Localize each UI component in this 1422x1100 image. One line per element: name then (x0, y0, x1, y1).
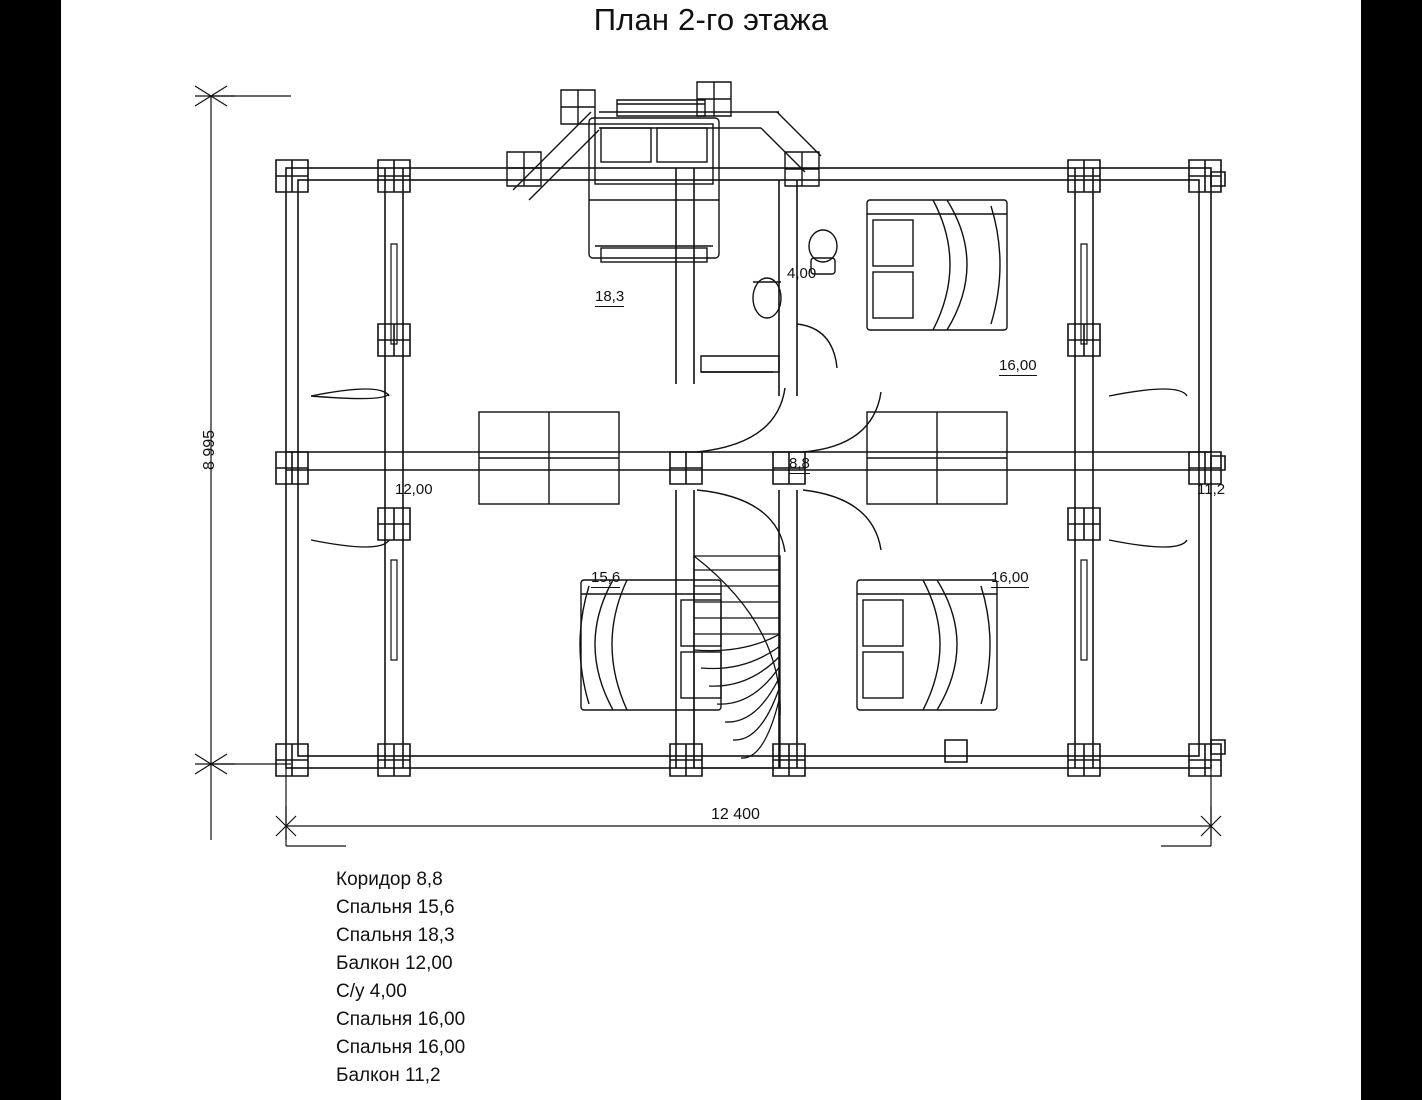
legend-item-corridor: Коридор 8,8 (336, 869, 443, 890)
room-legend (336, 866, 465, 1090)
room-label-bath-4-00: 4,00 (787, 265, 817, 282)
legend-item-bedroom-15-6: Спальня 15,6 (336, 897, 455, 918)
overall-height-dimension: 8 995 (201, 429, 218, 470)
room-label-balcony-12-00: 12,00 (395, 481, 433, 498)
room-label-balcony-11-2: 11,2 (1197, 481, 1226, 498)
floor-plan-drawing (61, 0, 1361, 1100)
overall-width-dimension: 12 400 (711, 806, 760, 823)
legend-item-balcony-12-00: Балкон 12,00 (336, 953, 453, 974)
legend-item-bedroom-18-3: Спальня 18,3 (336, 925, 455, 946)
legend-item-bedroom-16-00-b: Спальня 16,00 (336, 1037, 466, 1058)
floor-plan-sheet (61, 0, 1361, 1100)
room-label-18-3: 18,3 (595, 288, 625, 305)
page-title: План 2-го этажа (593, 2, 829, 37)
room-label-bedroom-16-00-bottom: 16,00 (991, 569, 1029, 586)
legend-item-balcony-11-2: Балкон 11,2 (336, 1065, 441, 1086)
room-label-bedroom-15-6: 15,6 (591, 569, 621, 586)
room-label-bedroom-16-00-top: 16,00 (999, 357, 1037, 374)
legend-item-bedroom-16-00-a: Спальня 16,00 (336, 1009, 466, 1030)
legend-item-bathroom: С/у 4,00 (336, 981, 407, 1002)
room-label-corridor-8-8: 8,8 (789, 455, 810, 472)
